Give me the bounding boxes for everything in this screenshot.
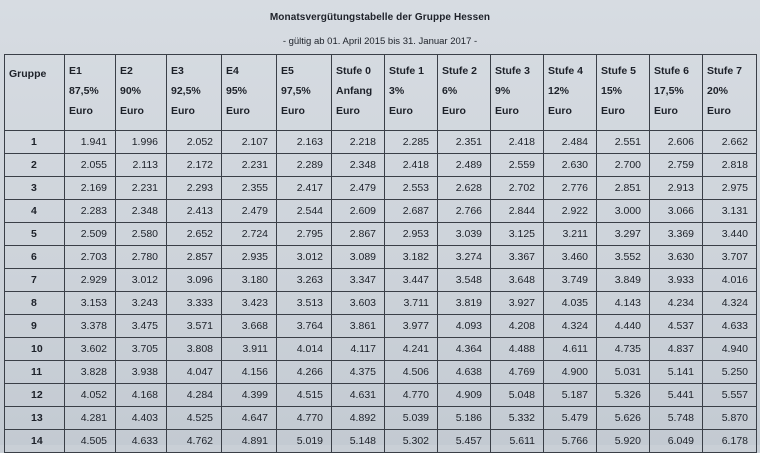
header-col-8 [491,55,544,131]
header-unit: Euro [336,105,360,117]
salary-cell: 2.628 [438,177,491,200]
salary-cell: 3.861 [332,315,385,338]
salary-cell: 5.457 [438,430,491,453]
header-col-11 [650,55,703,131]
header-col-6 [385,55,438,131]
salary-cell: 3.066 [650,200,703,223]
salary-cell: 3.571 [167,315,222,338]
salary-cell: 2.703 [65,246,116,269]
salary-cell: 2.348 [116,200,167,223]
table-row [5,315,757,338]
group-number: 5 [5,223,65,246]
salary-cell: 3.096 [167,269,222,292]
header-unit: Euro [281,105,305,117]
salary-cell: 5.148 [332,430,385,453]
salary-cell: 3.460 [544,246,597,269]
group-number: 12 [5,384,65,407]
header-pct: 97,5% [281,85,311,97]
salary-cell: 1.996 [116,131,167,154]
salary-cell: 3.475 [116,315,167,338]
header-pct: 3% [389,85,405,97]
header-unit: Euro [226,105,250,117]
header-name: Stufe 2 [442,65,478,77]
salary-cell: 3.603 [332,292,385,315]
salary-cell: 3.263 [277,269,332,292]
salary-cell: 3.977 [385,315,438,338]
header-col-3 [222,55,277,131]
header-pct: 20% [707,85,729,97]
salary-cell: 2.700 [597,154,650,177]
salary-cell: 2.231 [116,177,167,200]
salary-cell: 4.909 [438,384,491,407]
salary-cell: 2.479 [222,200,277,223]
salary-cell: 3.648 [491,269,544,292]
salary-cell: 2.484 [544,131,597,154]
group-number: 10 [5,338,65,361]
salary-cell: 5.039 [385,407,438,430]
salary-cell: 3.447 [385,269,438,292]
salary-cell: 5.326 [597,384,650,407]
group-number: 1 [5,131,65,154]
salary-cell: 5.250 [703,361,757,384]
salary-cell: 2.795 [277,223,332,246]
header-name: Stufe 6 [654,65,690,77]
salary-cell: 4.052 [65,384,116,407]
table-row [5,154,757,177]
salary-cell: 3.012 [277,246,332,269]
salary-cell: 5.870 [703,407,757,430]
salary-cell: 2.606 [650,131,703,154]
header-pct: 15% [601,85,623,97]
header-name: Stufe 0 [336,65,372,77]
salary-cell: 2.551 [597,131,650,154]
group-number: 14 [5,430,65,453]
salary-cell: 4.770 [385,384,438,407]
salary-cell: 4.399 [222,384,277,407]
salary-cell: 2.169 [65,177,116,200]
table-row [5,177,757,200]
salary-cell: 3.911 [222,338,277,361]
table-row [5,430,757,453]
salary-cell: 2.953 [385,223,438,246]
group-number: 4 [5,200,65,223]
header-unit: Euro [69,105,93,117]
salary-cell: 3.243 [116,292,167,315]
table-row [5,361,757,384]
header-name: Stufe 3 [495,65,531,77]
header-name: Stufe 5 [601,65,637,77]
salary-cell: 4.505 [65,430,116,453]
salary-cell: 2.107 [222,131,277,154]
salary-cell: 3.369 [650,223,703,246]
salary-cell: 4.143 [597,292,650,315]
salary-cell: 4.633 [703,315,757,338]
salary-cell: 2.293 [167,177,222,200]
table-header-row [5,55,757,131]
salary-cell: 3.764 [277,315,332,338]
salary-cell: 4.234 [650,292,703,315]
salary-cell: 4.014 [277,338,332,361]
salary-cell: 3.933 [650,269,703,292]
table-row [5,246,757,269]
salary-table [4,54,757,453]
salary-cell: 2.935 [222,246,277,269]
table-row [5,338,757,361]
salary-cell: 2.489 [438,154,491,177]
salary-cell: 5.186 [438,407,491,430]
salary-cell: 3.297 [597,223,650,246]
salary-cell: 3.602 [65,338,116,361]
header-col-1 [116,55,167,131]
salary-cell: 2.652 [167,223,222,246]
salary-cell: 2.776 [544,177,597,200]
table-row [5,200,757,223]
salary-cell: 2.975 [703,177,757,200]
salary-cell: 2.851 [597,177,650,200]
salary-cell: 5.920 [597,430,650,453]
salary-cell: 2.285 [385,131,438,154]
salary-cell: 4.440 [597,315,650,338]
salary-cell: 2.857 [167,246,222,269]
table-row [5,292,757,315]
header-col-10 [597,55,650,131]
salary-cell: 3.548 [438,269,491,292]
salary-cell: 3.367 [491,246,544,269]
salary-cell: 4.156 [222,361,277,384]
salary-cell: 5.626 [597,407,650,430]
header-pct: 92,5% [171,85,201,97]
table-row [5,407,757,430]
salary-cell: 2.702 [491,177,544,200]
group-number: 3 [5,177,65,200]
header-unit: Euro [389,105,413,117]
salary-cell: 4.770 [277,407,332,430]
salary-cell: 4.537 [650,315,703,338]
salary-cell: 2.413 [167,200,222,223]
salary-cell: 3.552 [597,246,650,269]
salary-cell: 5.766 [544,430,597,453]
salary-cell: 4.016 [703,269,757,292]
salary-cell: 4.324 [703,292,757,315]
salary-cell: 3.000 [597,200,650,223]
salary-cell: 4.324 [544,315,597,338]
salary-cell: 5.048 [491,384,544,407]
salary-cell: 3.938 [116,361,167,384]
salary-cell: 3.707 [703,246,757,269]
header-col-4 [277,55,332,131]
salary-cell: 3.012 [116,269,167,292]
salary-cell: 3.153 [65,292,116,315]
salary-cell: 2.609 [332,200,385,223]
salary-cell: 4.488 [491,338,544,361]
salary-cell: 5.141 [650,361,703,384]
group-number: 7 [5,269,65,292]
salary-cell: 3.274 [438,246,491,269]
document-subtitle: - gültig ab 01. April 2015 bis 31. Januar 2017 - [282,36,478,47]
salary-cell: 3.180 [222,269,277,292]
header-unit: Euro [171,105,195,117]
salary-cell: 4.047 [167,361,222,384]
salary-cell: 4.638 [438,361,491,384]
header-group: Gruppe [5,55,65,131]
salary-cell: 3.211 [544,223,597,246]
document-title: Monatsvergütungstabelle der Gruppe Hessen [269,12,491,23]
table-row [5,384,757,407]
salary-cell: 2.630 [544,154,597,177]
salary-cell: 3.705 [116,338,167,361]
salary-cell: 4.035 [544,292,597,315]
header-unit: Euro [601,105,625,117]
header-unit: Euro [548,105,572,117]
header-col-12 [703,55,757,131]
salary-cell: 3.039 [438,223,491,246]
salary-cell: 4.735 [597,338,650,361]
salary-cell: 2.724 [222,223,277,246]
salary-cell: 2.172 [167,154,222,177]
salary-cell: 4.241 [385,338,438,361]
salary-cell: 3.423 [222,292,277,315]
salary-cell: 4.769 [491,361,544,384]
group-number: 13 [5,407,65,430]
salary-cell: 3.819 [438,292,491,315]
salary-cell: 4.266 [277,361,332,384]
salary-cell: 4.208 [491,315,544,338]
salary-cell: 2.289 [277,154,332,177]
salary-cell: 4.506 [385,361,438,384]
salary-cell: 2.113 [116,154,167,177]
salary-cell: 2.052 [167,131,222,154]
salary-cell: 5.611 [491,430,544,453]
salary-cell: 5.332 [491,407,544,430]
salary-cell: 2.913 [650,177,703,200]
salary-cell: 2.163 [277,131,332,154]
group-number: 8 [5,292,65,315]
header-col-7 [438,55,491,131]
salary-cell: 2.759 [650,154,703,177]
salary-cell: 2.348 [332,154,385,177]
salary-cell: 1.941 [65,131,116,154]
header-unit: Euro [707,105,731,117]
salary-cell: 2.509 [65,223,116,246]
salary-cell: 4.525 [167,407,222,430]
salary-cell: 3.378 [65,315,116,338]
table-row [5,131,757,154]
salary-cell: 4.633 [116,430,167,453]
salary-cell: 2.559 [491,154,544,177]
salary-cell: 2.922 [544,200,597,223]
salary-cell: 3.749 [544,269,597,292]
salary-cell: 4.281 [65,407,116,430]
salary-cell: 2.844 [491,200,544,223]
salary-cell: 4.168 [116,384,167,407]
header-name: E3 [171,65,184,77]
salary-cell: 3.440 [703,223,757,246]
salary-cell: 3.513 [277,292,332,315]
salary-cell: 2.218 [332,131,385,154]
salary-cell: 2.479 [332,177,385,200]
salary-cell: 2.231 [222,154,277,177]
salary-cell: 4.611 [544,338,597,361]
salary-cell: 5.441 [650,384,703,407]
header-name: Stufe 4 [548,65,584,77]
group-number: 2 [5,154,65,177]
salary-cell: 3.668 [222,315,277,338]
header-unit: Euro [442,105,466,117]
header-pct: Anfang [336,85,373,97]
salary-cell: 3.182 [385,246,438,269]
salary-cell: 4.375 [332,361,385,384]
salary-cell: 4.647 [222,407,277,430]
header-pct: 12% [548,85,570,97]
header-pct: 87,5% [69,85,99,97]
table-body [5,131,757,453]
salary-cell: 4.515 [277,384,332,407]
header-col-0 [65,55,116,131]
header-pct: 95% [226,85,248,97]
salary-cell: 6.178 [703,430,757,453]
header-pct: 90% [120,85,142,97]
salary-cell: 2.687 [385,200,438,223]
header-pct: 17,5% [654,85,684,97]
header-col-9 [544,55,597,131]
salary-cell: 4.892 [332,407,385,430]
header-col-2 [167,55,222,131]
header-unit: Euro [120,105,144,117]
table-row [5,269,757,292]
salary-cell: 3.808 [167,338,222,361]
salary-cell: 5.748 [650,407,703,430]
salary-cell: 5.302 [385,430,438,453]
salary-cell: 2.766 [438,200,491,223]
salary-cell: 3.828 [65,361,116,384]
salary-cell: 4.284 [167,384,222,407]
salary-cell: 4.900 [544,361,597,384]
salary-cell: 3.131 [703,200,757,223]
salary-cell: 3.347 [332,269,385,292]
salary-cell: 2.417 [277,177,332,200]
salary-cell: 4.940 [703,338,757,361]
header-pct: 9% [495,85,511,97]
header-col-5 [332,55,385,131]
salary-cell: 2.867 [332,223,385,246]
group-number: 6 [5,246,65,269]
salary-cell: 3.333 [167,292,222,315]
salary-cell: 4.891 [222,430,277,453]
header-name: E2 [120,65,133,77]
header-name: Stufe 1 [389,65,425,77]
header-unit: Euro [654,105,678,117]
salary-cell: 4.403 [116,407,167,430]
salary-cell: 2.818 [703,154,757,177]
salary-cell: 4.093 [438,315,491,338]
salary-cell: 2.662 [703,131,757,154]
salary-cell: 4.364 [438,338,491,361]
salary-cell: 3.630 [650,246,703,269]
salary-cell: 2.055 [65,154,116,177]
salary-cell: 3.849 [597,269,650,292]
salary-cell: 3.711 [385,292,438,315]
salary-cell: 5.031 [597,361,650,384]
salary-cell: 4.631 [332,384,385,407]
header-name: E1 [69,65,82,77]
salary-cell: 2.929 [65,269,116,292]
header-name: E4 [226,65,239,77]
salary-cell: 2.351 [438,131,491,154]
header-name: E5 [281,65,294,77]
group-number: 9 [5,315,65,338]
salary-cell: 3.927 [491,292,544,315]
salary-cell: 5.019 [277,430,332,453]
salary-cell: 2.418 [491,131,544,154]
salary-cell: 6.049 [650,430,703,453]
salary-cell: 4.837 [650,338,703,361]
salary-cell: 5.479 [544,407,597,430]
header-name: Stufe 7 [707,65,743,77]
table-row [5,223,757,246]
salary-cell: 2.780 [116,246,167,269]
salary-cell: 2.580 [116,223,167,246]
header-pct: 6% [442,85,458,97]
salary-cell: 2.283 [65,200,116,223]
salary-cell: 2.355 [222,177,277,200]
salary-cell: 2.544 [277,200,332,223]
salary-cell: 5.187 [544,384,597,407]
salary-cell: 2.553 [385,177,438,200]
salary-cell: 2.418 [385,154,438,177]
salary-cell: 4.762 [167,430,222,453]
salary-cell: 4.117 [332,338,385,361]
group-number: 11 [5,361,65,384]
salary-cell: 5.557 [703,384,757,407]
salary-cell: 3.089 [332,246,385,269]
header-unit: Euro [495,105,519,117]
salary-cell: 3.125 [491,223,544,246]
